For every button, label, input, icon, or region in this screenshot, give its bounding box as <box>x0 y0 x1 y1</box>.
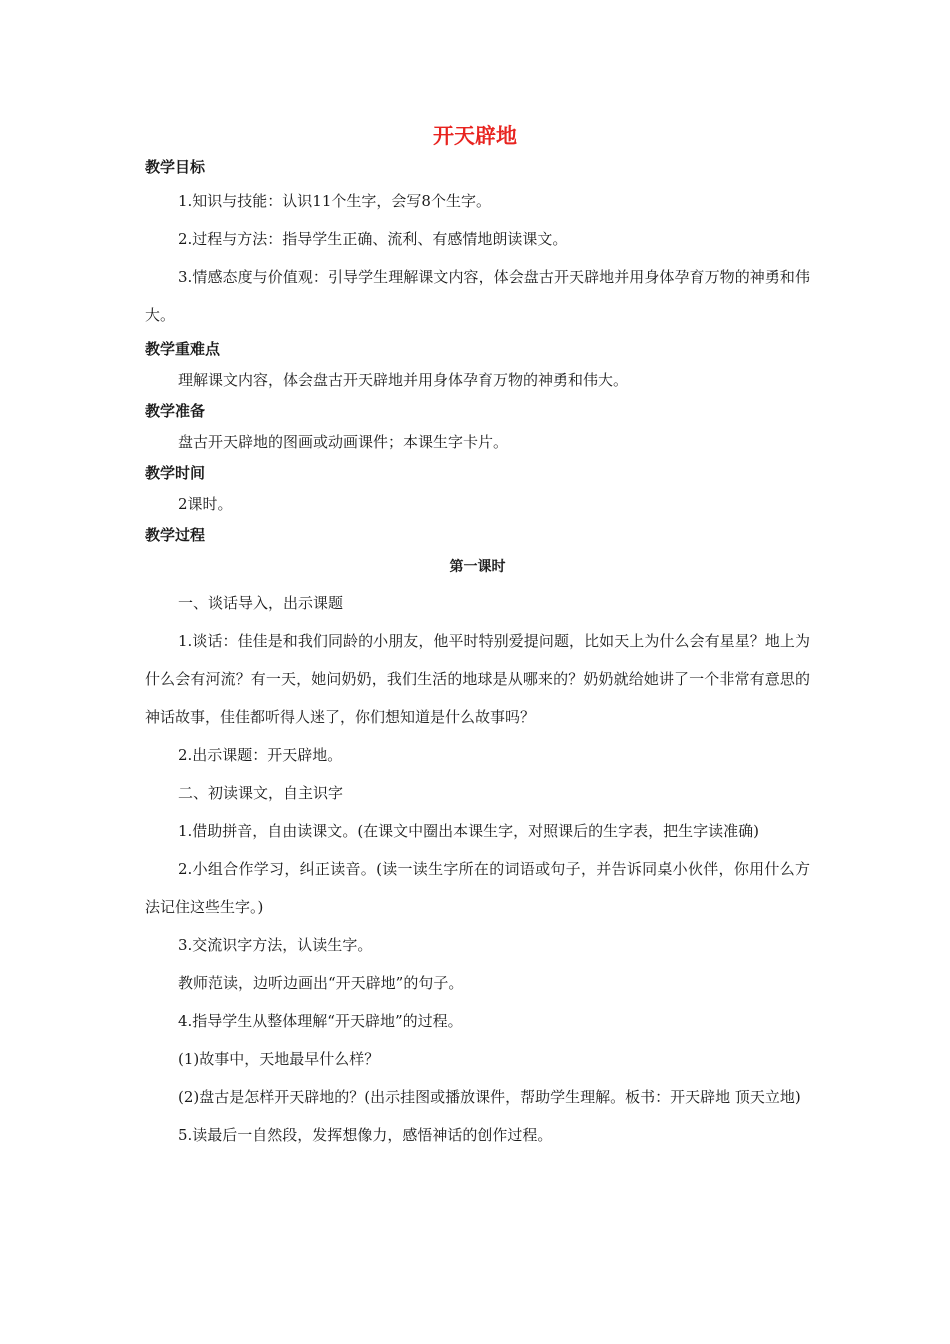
process-item: 5.读最后一自然段，发挥想像力，感悟神话的创作过程。 <box>178 1126 553 1144</box>
process-item: 2.出示课题：开天辟地。 <box>178 746 343 764</box>
process-item: 3.交流识字方法，认读生字。 <box>178 936 373 954</box>
document-body <box>145 152 810 1154</box>
lesson-title: 第一课时 <box>449 559 506 575</box>
time-text: 2课时。 <box>178 495 233 513</box>
process-heading: 教学过程 <box>145 526 206 544</box>
objective-item: 3.情感态度与价值观：引导学生理解课文内容，体会盘古开天辟地并用身体孕育万物的神勇和伟大。 <box>145 268 810 324</box>
objective-item: 1.知识与技能：认识11个生字，会写8个生字。 <box>178 192 491 210</box>
process-item: 1.借助拼音，自由读课文。(在课文中圈出本课生字，对照课后的生字表，把生字读准确) <box>178 822 760 840</box>
key-points-text: 理解课文内容，体会盘古开天辟地并用身体孕育万物的神勇和伟大。 <box>178 371 629 389</box>
process-item: 4.指导学生从整体理解“开天辟地”的过程。 <box>178 1012 463 1030</box>
objectives-heading: 教学目标 <box>145 158 206 176</box>
preparation-text: 盘古开天辟地的图画或动画课件；本课生字卡片。 <box>178 433 509 451</box>
process-item: 二、初读课文，自主识字 <box>178 784 344 802</box>
preparation-heading: 教学准备 <box>145 402 206 420</box>
process-item: 教师范读，边听边画出“开天辟地”的句子。 <box>178 974 464 992</box>
key-points-heading: 教学重难点 <box>145 340 221 358</box>
process-item: 一、谈话导入，出示课题 <box>178 594 344 612</box>
document-title: 开天辟地 <box>433 124 517 148</box>
process-item: (1)故事中，天地最早什么样？ <box>178 1050 380 1068</box>
objective-item: 2.过程与方法：指导学生正确、流利、有感情地朗读课文。 <box>178 230 568 248</box>
time-heading: 教学时间 <box>145 464 206 482</box>
process-item: 1.谈话：佳佳是和我们同龄的小朋友，他平时特别爱提问题，比如天上为什么会有星星？地上为什么会有河流？有一天，她问奶奶，我们生活的地球是从哪来的？奶奶就给她讲了一个非常有意思的神话故事，佳佳都听得人迷了，你们想知道是什么故事吗？ <box>145 632 810 726</box>
process-item: 2.小组合作学习，纠正读音。(读一读生字所在的词语或句子，并告诉同桌小伙伴，你用什么方法记住这些生字。) <box>145 860 810 916</box>
process-item: (2)盘古是怎样开天辟地的？(出示挂图或播放课件，帮助学生理解。板书：开天辟地 顶天立地) <box>178 1088 801 1106</box>
